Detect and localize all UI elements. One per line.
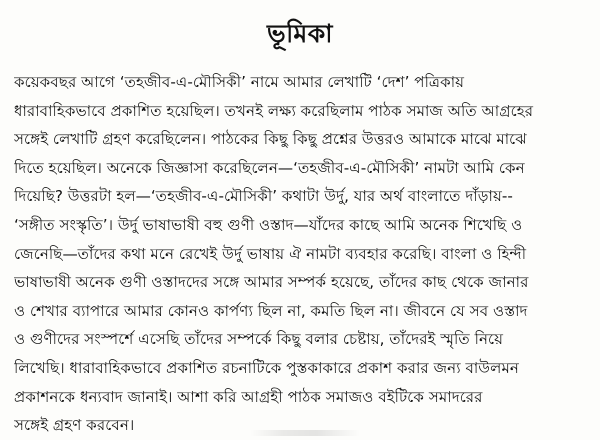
text-line: সঙ্গেই লেখাটি গ্রহণ করেছিলেন। পাঠকের কিছু কিছু প্রশ্নের উত্তরও আমাকে মাঝে মাঝে [14,130,527,149]
body-paragraph [14,68,588,440]
text-line: ভাষাভাষী অনেক গুণী ওস্তাদদের সঙ্গে আমার সম্পর্ক হয়েছে, তাঁদের কাছ থেকে জানার [14,273,529,292]
text-line: ও শেখার ব্যাপারে আমার কোনও কার্পণ্য ছিল না, কমতি ছিল না। জীবনে যে সব ওস্তাদ [14,301,528,320]
text-line: প্রকাশনকে ধন্যবাদ জানাই। আশা করি আগ্রহী পাঠক সমাজও বইটিকে সমাদরের [14,387,483,406]
text-line: সঙ্গেই গ্রহণ করবেন। [14,416,135,435]
text-line: লিখেছি। ধারাবাহিকভাবে প্রকাশিত রচনাটিকে পুস্তকাকারে প্রকাশ করার জন্য বাউলমন [14,358,519,377]
text-line: জেনেছি—তাঁদের কথা মনে রেখেই উর্দু ভাষায় ঐ নামটা ব্যবহার করেছি। বাংলা ও হিন্দী [14,244,527,263]
text-line: কয়েকবছর আগে ‘তহজীব-এ-মৌসিকী’ নামে আমার লেখাটি ‘দেশ’ পত্রিকায় [14,73,465,91]
text-line: ও গুণীদের সংস্পর্শে এসেছি তাঁদের সম্পর্কে কিছু বলার চেষ্টায়, তাঁদেরই স্মৃতি নিয়ে [14,330,504,349]
text-line: দিতে হয়েছিল। অনেকে জিজ্ঞাসা করেছিলেন—‘তহজীব-এ-মৌসিকী’ নামটা আমি কেন [14,158,525,177]
show-through-smudge [250,430,360,436]
text-line: ধারাবাহিকভাবে প্রকাশিত হয়েছিল। তখনই লক্ষ্য করেছিলাম পাঠক সমাজ অতি আগ্রহের [14,101,534,120]
page-title: ভূমিকা [267,19,333,48]
text-line: দিয়েছি? উত্তরটা হল—‘তহজীব-এ-মৌসিকী’ কথাটা উর্দু, যার অর্থ বাংলাতে দাঁড়ায়-- [14,187,513,206]
text-line: ‘সঙ্গীত সংস্কৃতি’। উর্দু ভাষাভাষী বহু গুণী ওস্তাদ—যাঁদের কাছে আমি অনেক শিখেছি ও [14,215,523,234]
